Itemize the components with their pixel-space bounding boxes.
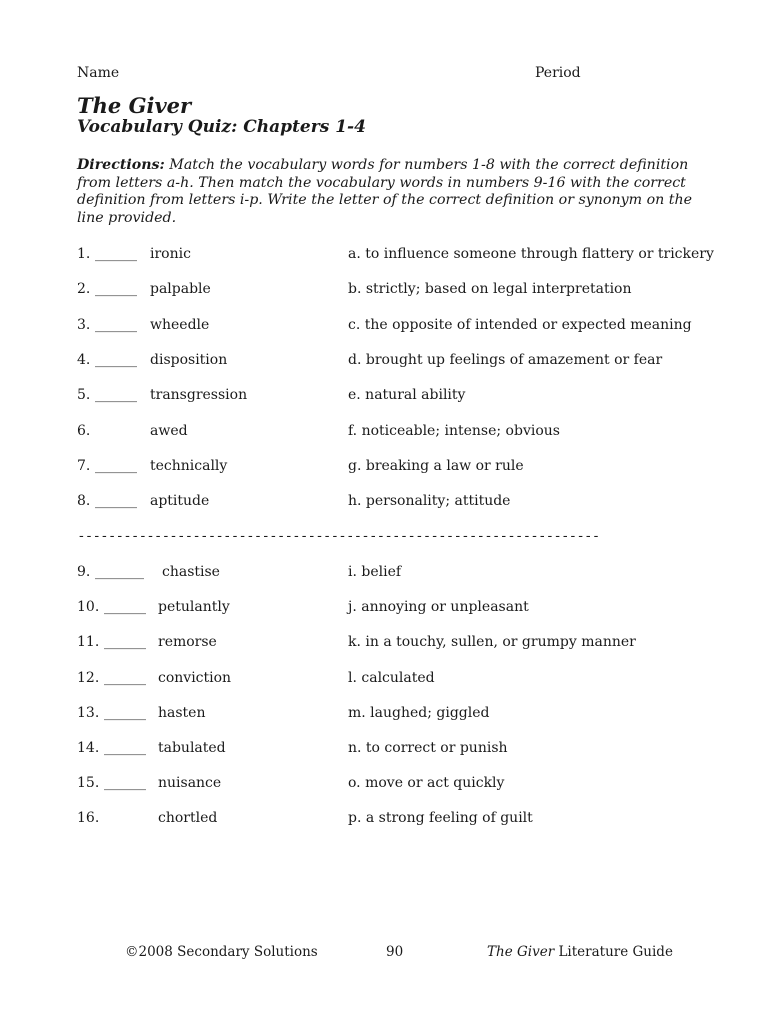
directions-text: Match the vocabulary words for numbers 1-8 with the correct definition from letters a-h. Then match the vocabulary words in numbers 9-16 with the correct definition from letters i-p. Write the letter of the correct definition or synonym on the line provided. [77,157,693,226]
vocab-row [77,317,717,339]
item-number: 11. [77,634,100,651]
vocab-word: disposition [150,351,228,368]
definition-option: d. brought up feelings of amazement or fear [348,351,663,368]
vocab-word: conviction [158,669,232,686]
answer-blank[interactable]: ______ [104,634,146,651]
vocab-row [77,810,717,832]
vocab-word: nuisance [158,775,222,792]
answer-blank[interactable]: ______ [104,704,146,721]
item-number: 3. [77,316,91,333]
vocab-row [77,281,717,303]
vocab-word: chastise [162,564,220,580]
period-label: Period [535,65,581,81]
answer-blank[interactable]: ______ [104,599,146,616]
definition-option: h. personality; attitude [348,493,511,510]
vocab-row [77,775,717,797]
definition-option: f. noticeable; intense; obvious [348,422,560,439]
vocab-word: chortled [158,810,218,827]
vocab-row [77,634,717,656]
vocab-word: remorse [158,634,217,651]
answer-blank[interactable]: ______ [95,351,137,368]
footer-page-number: 90 [386,944,404,960]
answer-blank[interactable]: ______ [95,493,137,510]
answer-blank[interactable]: ______ [95,457,137,474]
vocab-row [77,423,717,445]
quiz-subtitle: Vocabulary Quiz: Chapters 1-4 [77,117,366,137]
item-number: 6. [77,422,91,439]
vocab-row [77,599,717,621]
directions-paragraph [77,157,717,227]
definition-option: a. to influence someone through flattery or trickery [348,246,714,262]
item-number: 8. [77,493,91,510]
definition-option: j. annoying or unpleasant [348,599,529,616]
answer-blank[interactable]: ______ [104,740,146,756]
vocab-word: tabulated [158,740,226,756]
item-number: 13. [77,704,100,721]
item-number: 5. [77,387,91,404]
definition-option: c. the opposite of intended or expected meaning [348,316,692,333]
definition-option: b. strictly; based on legal interpretation [348,281,632,298]
vocab-row [77,352,717,374]
vocab-row [77,705,717,727]
vocab-row [77,740,717,762]
vocab-row [77,564,717,586]
definition-option: k. in a touchy, sullen, or grumpy manner [348,634,636,651]
answer-blank[interactable]: ______ [95,387,137,404]
footer-guide-title [487,944,673,960]
definition-option: o. move or act quickly [348,775,505,792]
answer-blank[interactable]: ______ [104,669,146,686]
vocab-row [77,246,717,268]
definition-option: e. natural ability [348,387,466,404]
section-divider: -------------------------------------------------------------------- [79,528,602,544]
page-title: The Giver [77,93,192,118]
definition-option: m. laughed; giggled [348,704,490,721]
item-number: 15. [77,775,100,792]
directions-label: Directions: [77,157,165,173]
vocab-word: ironic [150,246,191,262]
vocab-row [77,458,717,480]
definition-option: p. a strong feeling of guilt [348,810,533,827]
vocab-word: petulantly [158,599,230,616]
definition-option: g. breaking a law or rule [348,457,524,474]
vocab-row [77,493,717,515]
vocab-word: hasten [158,704,206,721]
item-number: 9. [77,564,91,580]
vocab-row [77,387,717,409]
footer-guide-suffix: Literature Guide [554,944,673,960]
vocab-word: awed [150,422,188,439]
vocab-word: transgression [150,387,248,404]
definition-option: n. to correct or punish [348,740,508,756]
vocab-word: wheedle [150,316,210,333]
answer-blank[interactable]: _______ [95,564,144,580]
item-number: 12. [77,669,100,686]
vocab-word: aptitude [150,493,210,510]
name-label: Name [77,65,120,81]
answer-blank[interactable]: ______ [95,281,137,298]
item-number: 10. [77,599,100,616]
item-number: 1. [77,246,91,262]
item-number: 4. [77,351,91,368]
definition-option: l. calculated [348,669,435,686]
answer-blank[interactable]: ______ [104,775,146,792]
answer-blank[interactable]: ______ [95,246,137,262]
answer-blank[interactable]: ______ [95,316,137,333]
item-number: 16. [77,810,100,827]
definition-option: i. belief [348,564,402,580]
vocab-word: technically [150,457,228,474]
vocab-row [77,670,717,692]
item-number: 7. [77,457,91,474]
footer-book-title: The Giver [487,944,555,960]
vocab-word: palpable [150,281,211,298]
item-number: 14. [77,740,100,756]
footer-copyright: ©2008 Secondary Solutions [125,944,318,960]
item-number: 2. [77,281,91,298]
